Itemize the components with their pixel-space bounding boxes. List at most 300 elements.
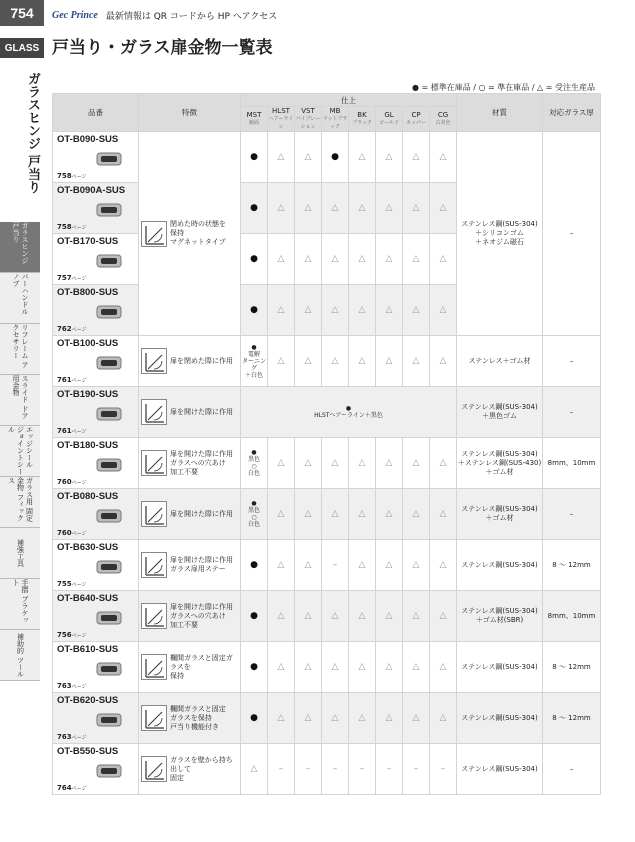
availability-mark: – (440, 764, 446, 774)
product-code: OT-B100-SUS (57, 338, 119, 349)
finish-cell (403, 489, 430, 540)
finish-cell (349, 438, 376, 489)
material-cell: ステンレス＋ゴム材 (457, 336, 543, 387)
side-tab[interactable] (0, 579, 40, 630)
product-code: OT-B620-SUS (57, 695, 119, 706)
header-material: 材質 (457, 94, 543, 132)
side-tab-label: リフレーム アクセサリー (12, 324, 29, 369)
table-row (53, 591, 601, 642)
material-cell: ステンレス鋼(SUS-304) (457, 642, 543, 693)
availability-mark: △ (358, 662, 366, 672)
availability-mark: △ (385, 662, 393, 672)
availability-mark: △ (358, 713, 366, 723)
finish-cell (349, 693, 376, 744)
availability-mark: △ (331, 662, 339, 672)
header-note: 最新情報は QR コードから HP へアクセス (105, 12, 278, 22)
finish-cell (241, 234, 268, 285)
availability-mark: △ (277, 305, 285, 315)
finish-cell (376, 591, 403, 642)
availability-mark: △ (331, 458, 339, 468)
feature-text: 扉を閉めた際に作用 (170, 356, 233, 365)
availability-mark: △ (412, 509, 420, 519)
availability-mark: △ (277, 356, 285, 366)
stock-dot: ● (331, 152, 339, 162)
feature-cell (139, 540, 241, 591)
product-cell (53, 387, 139, 438)
table-row (53, 744, 601, 795)
finish-cell (376, 540, 403, 591)
finish-header: HLST ヘアーライン (268, 107, 294, 130)
product-cell (53, 234, 139, 285)
door-diagram-icon (141, 705, 167, 731)
side-tab[interactable] (0, 324, 40, 375)
side-tabs (0, 222, 40, 681)
availability-mark: △ (412, 458, 420, 468)
table-row (53, 642, 601, 693)
page-ref: 760ページ (57, 529, 87, 537)
availability-mark: △ (331, 305, 339, 315)
side-tab[interactable] (0, 477, 40, 528)
finish-cell (322, 642, 349, 693)
availability-mark: – (278, 764, 284, 774)
finish-cell (241, 591, 268, 642)
finish-cell (376, 285, 403, 336)
availability-mark: △ (439, 356, 447, 366)
product-image (95, 453, 123, 477)
product-code: OT-B080-SUS (57, 491, 119, 502)
finish-cell (295, 540, 322, 591)
finish-cell (295, 642, 322, 693)
availability-mark: △ (358, 305, 366, 315)
product-image (95, 147, 123, 171)
finish-cell (295, 438, 322, 489)
finish-cell (403, 285, 430, 336)
finish-cell (322, 183, 349, 234)
product-code: OT-B610-SUS (57, 644, 119, 655)
side-tab[interactable] (0, 528, 40, 579)
finish-cell (376, 183, 403, 234)
finish-cell (349, 744, 376, 795)
finish-cell (268, 336, 295, 387)
side-tab-label: 補強工具 (16, 539, 25, 567)
product-cell (53, 285, 139, 336)
availability-mark: △ (412, 305, 420, 315)
availability-mark: △ (439, 458, 447, 468)
finish-cell (295, 489, 322, 540)
availability-mark: △ (439, 152, 447, 162)
side-tab[interactable] (0, 222, 40, 273)
stock-dot: ● (250, 560, 258, 570)
feature-text: 閉めた時の状態を 保持 マグネットタイプ (170, 220, 226, 246)
finish-cell (403, 591, 430, 642)
availability-mark: △ (385, 458, 393, 468)
stock-dot: ● (250, 713, 258, 723)
stock-dot: ● (250, 152, 258, 162)
material-cell: ステンレス鋼(SUS-304) (457, 540, 543, 591)
finish-cell (295, 183, 322, 234)
availability-mark: △ (358, 152, 366, 162)
side-tab[interactable] (0, 630, 40, 681)
product-image (95, 708, 123, 732)
availability-mark: △ (277, 611, 285, 621)
table-row (53, 132, 601, 183)
finish-cell (268, 234, 295, 285)
finish-cell (322, 540, 349, 591)
finish-cell (268, 489, 295, 540)
finish-cell (241, 642, 268, 693)
finish-cell (241, 744, 268, 795)
finish-cell (403, 183, 430, 234)
finish-cell (430, 183, 457, 234)
product-cell (53, 693, 139, 744)
page-ref: 762ページ (57, 325, 87, 333)
availability-mark: △ (304, 662, 312, 672)
product-image (95, 300, 123, 324)
availability-mark: △ (331, 203, 339, 213)
availability-mark: △ (304, 458, 312, 468)
finish-cell (322, 234, 349, 285)
finish-cell (349, 234, 376, 285)
finish-cell (241, 285, 268, 336)
finish-header: MB マットブラック (322, 107, 348, 130)
thickness-cell: 8 ～ 12mm (543, 693, 601, 744)
availability-mark: △ (277, 509, 285, 519)
availability-mark: △ (412, 611, 420, 621)
door-diagram-icon (141, 399, 167, 425)
door-diagram-icon (141, 348, 167, 374)
product-image (95, 759, 123, 783)
finish-cell (430, 132, 457, 183)
product-cell (53, 336, 139, 387)
stock-dot: ● (250, 662, 258, 672)
finish-cell (349, 285, 376, 336)
material-cell: ステンレス鋼(SUS-304) ＋黒色ゴム (457, 387, 543, 438)
product-code: OT-B800-SUS (57, 287, 119, 298)
availability-mark: △ (304, 611, 312, 621)
finish-cell (403, 693, 430, 744)
stock-dot: ● (250, 203, 258, 213)
finish-cell (403, 642, 430, 693)
material-cell: ステンレス鋼(SUS-304) ＋シリコンゴム ＋ネオジム磁石 (457, 132, 543, 336)
availability-mark: – (413, 764, 419, 774)
availability-mark: △ (385, 356, 393, 366)
availability-mark: △ (304, 203, 312, 213)
availability-mark: △ (277, 203, 285, 213)
availability-mark: △ (304, 713, 312, 723)
availability-mark: △ (331, 509, 339, 519)
product-code: OT-B180-SUS (57, 440, 119, 451)
table-row (53, 489, 601, 540)
feature-text: 欄間ガラスと固定ガラスを 保持 (170, 653, 233, 680)
material-cell: ステンレス鋼(SUS-304) (457, 693, 543, 744)
product-code: OT-B190-SUS (57, 389, 119, 400)
availability-mark: △ (439, 203, 447, 213)
finish-cell (376, 336, 403, 387)
product-image (95, 555, 123, 579)
product-code: OT-B090-SUS (57, 134, 119, 145)
glass-label: GLASS (0, 38, 44, 58)
side-tab[interactable] (0, 426, 40, 477)
availability-mark: △ (277, 254, 285, 264)
availability-mark: – (386, 764, 392, 774)
finish-cell (430, 642, 457, 693)
side-tab[interactable] (0, 273, 40, 324)
product-code: OT-B090A-SUS (57, 185, 126, 196)
availability-mark: △ (304, 356, 312, 366)
product-cell (53, 132, 139, 183)
finish-cell (268, 183, 295, 234)
finish-cell (268, 744, 295, 795)
feature-text: ガラスを壁から持ち出して 固定 (170, 755, 233, 782)
availability-mark: △ (304, 509, 312, 519)
door-diagram-icon (141, 756, 167, 782)
header-thickness: 対応ガラス厚 (543, 94, 601, 132)
finish-cell (322, 744, 349, 795)
thickness-cell: – (543, 336, 601, 387)
finish-cell (322, 591, 349, 642)
finish-cell (241, 540, 268, 591)
feature-cell (139, 744, 241, 795)
material-cell: ステンレス鋼(SUS-304) ＋ステンレス鋼(SUS-430) ＋ゴム材 (457, 438, 543, 489)
finish-cell (322, 285, 349, 336)
finish-cell (295, 693, 322, 744)
availability-mark: △ (439, 509, 447, 519)
page-number: 754 (0, 0, 44, 26)
thickness-cell: 8 ～ 12mm (543, 540, 601, 591)
availability-mark: △ (358, 611, 366, 621)
finish-cell (322, 336, 349, 387)
product-table (52, 93, 601, 795)
mst-note-cell: ● 黒色 ○ 白色 (241, 438, 268, 489)
availability-mark: △ (304, 560, 312, 570)
feature-cell (139, 489, 241, 540)
brand-logo: Gec Prince (52, 10, 98, 21)
product-image (95, 657, 123, 681)
product-code: OT-B640-SUS (57, 593, 119, 604)
availability-mark: – (332, 560, 338, 570)
mst-note-cell: ● 黒色 ○ 白色 (241, 489, 268, 540)
finish-cell (349, 642, 376, 693)
page-title: 戸当り・ガラス扉金物一覧表 (52, 38, 273, 58)
side-tab-label: パーハンドル ノブ (12, 273, 29, 315)
finish-cell (349, 183, 376, 234)
finish-cell (376, 438, 403, 489)
feature-cell (139, 387, 241, 438)
availability-mark: △ (412, 356, 420, 366)
door-diagram-icon (141, 450, 167, 476)
thickness-cell: – (543, 744, 601, 795)
finish-cell (376, 642, 403, 693)
table-row (53, 336, 601, 387)
side-tab-label: 手摺 ブラケット (12, 579, 29, 624)
finish-cell (430, 234, 457, 285)
page-ref: 764ページ (57, 784, 87, 792)
availability-mark: △ (304, 254, 312, 264)
header-code: 品番 (53, 94, 139, 132)
finish-cell (376, 693, 403, 744)
product-cell (53, 744, 139, 795)
finish-cell (322, 438, 349, 489)
finish-cell (430, 540, 457, 591)
product-code: OT-B170-SUS (57, 236, 119, 247)
product-cell (53, 183, 139, 234)
feature-text: 扉を開けた際に作用 (170, 509, 233, 518)
finish-cell (349, 540, 376, 591)
finish-cell (268, 693, 295, 744)
availability-mark: △ (412, 713, 420, 723)
side-tab-label: スライド ドア用金物 (12, 375, 29, 420)
availability-mark: △ (385, 713, 393, 723)
side-tab-label: ガラス用 固定金物 フィックス (7, 477, 34, 522)
finish-span-cell: ● HLSTヘアーライン＋黒色 (241, 387, 457, 438)
finish-cell (403, 438, 430, 489)
page-ref: 757ページ (57, 274, 87, 282)
feature-text: 扉を開けた際に作用 ガラスへの穴あけ 加工不要 (170, 602, 233, 629)
table-row (53, 438, 601, 489)
door-diagram-icon (141, 501, 167, 527)
stock-dot: ● (250, 611, 258, 621)
availability-mark: △ (331, 713, 339, 723)
availability-mark: △ (277, 560, 285, 570)
finish-cell (241, 132, 268, 183)
finish-cell (430, 744, 457, 795)
stock-dot: ● (250, 254, 258, 264)
product-cell (53, 489, 139, 540)
finish-cell (430, 336, 457, 387)
availability-mark: △ (412, 203, 420, 213)
availability-mark: △ (439, 713, 447, 723)
page-ref: 761ページ (57, 376, 87, 384)
header-finish: 仕上 (241, 94, 457, 107)
finish-cell (430, 489, 457, 540)
availability-mark: △ (304, 152, 312, 162)
availability-mark: – (332, 764, 338, 774)
availability-mark: △ (439, 560, 447, 570)
product-cell (53, 540, 139, 591)
availability-mark: △ (385, 509, 393, 519)
finish-header: MST 鏡面 (241, 107, 268, 132)
availability-mark: △ (385, 203, 393, 213)
legend: ● = 標準在庫品 / ○ = 準在庫品 / △ = 受注生産品 (411, 83, 595, 92)
finish-cell (403, 744, 430, 795)
availability-mark: – (359, 764, 365, 774)
finish-cell (241, 183, 268, 234)
finish-cell (403, 540, 430, 591)
availability-mark: △ (358, 203, 366, 213)
product-code: OT-B550-SUS (57, 746, 119, 757)
availability-mark: △ (358, 458, 366, 468)
side-tab[interactable] (0, 375, 40, 426)
thickness-cell: – (543, 489, 601, 540)
finish-cell (295, 591, 322, 642)
finish-cell (349, 132, 376, 183)
finish-header: CP カッパー (403, 107, 430, 132)
material-cell: ステンレス鋼(SUS-304) ＋ゴム材 (457, 489, 543, 540)
product-cell (53, 438, 139, 489)
availability-mark: △ (412, 254, 420, 264)
availability-mark: △ (439, 611, 447, 621)
product-image (95, 249, 123, 273)
finish-cell (349, 336, 376, 387)
product-code: OT-B630-SUS (57, 542, 119, 553)
availability-mark: △ (439, 305, 447, 315)
finish-cell (241, 693, 268, 744)
finish-cell (403, 336, 430, 387)
finish-cell (268, 591, 295, 642)
finish-cell (349, 489, 376, 540)
product-image (95, 402, 123, 426)
finish-cell (295, 234, 322, 285)
thickness-cell: 8mm、10mm (543, 438, 601, 489)
availability-mark: △ (385, 611, 393, 621)
finish-cell (295, 285, 322, 336)
material-cell: ステンレス鋼(SUS-304) ＋ゴム材(SBR) (457, 591, 543, 642)
finish-cell (376, 234, 403, 285)
finish-cell (403, 234, 430, 285)
feature-text: 扉を開けた際に作用 ガラス扉用ステー (170, 556, 233, 573)
product-image (95, 351, 123, 375)
availability-mark: △ (385, 152, 393, 162)
thickness-cell: 8 ～ 12mm (543, 642, 601, 693)
finish-cell (295, 132, 322, 183)
product-cell (53, 591, 139, 642)
side-tab-label: エッジシール ジョイントシール (7, 426, 34, 475)
availability-mark: △ (412, 662, 420, 672)
table-row (53, 540, 601, 591)
thickness-cell: – (543, 387, 601, 438)
thickness-cell: 8mm、10mm (543, 591, 601, 642)
stock-dot: ● (250, 305, 258, 315)
finish-cell (322, 132, 349, 183)
feature-cell (139, 336, 241, 387)
finish-cell (430, 591, 457, 642)
availability-mark: △ (358, 509, 366, 519)
page-ref: 763ページ (57, 682, 87, 690)
table-row (53, 693, 601, 744)
side-tab-label: 補助的 ツール (16, 632, 25, 678)
finish-cell (376, 489, 403, 540)
finish-cell (268, 642, 295, 693)
feature-text: 欄間ガラスと固定 ガラスを保持 戸当り機能付き (170, 704, 226, 731)
availability-mark: △ (331, 611, 339, 621)
finish-cell (268, 285, 295, 336)
finish-cell (403, 132, 430, 183)
finish-cell (430, 285, 457, 336)
page-ref: 758ページ (57, 223, 87, 231)
page-ref: 758ページ (57, 172, 87, 180)
product-image (95, 606, 123, 630)
availability-mark: △ (250, 764, 258, 774)
availability-mark: △ (304, 305, 312, 315)
availability-mark: △ (412, 152, 420, 162)
side-tab-label: ガラスヒンジ 戸当り (12, 222, 29, 264)
door-diagram-icon (141, 654, 167, 680)
material-cell: ステンレス鋼(SUS-304) (457, 744, 543, 795)
finish-cell (268, 132, 295, 183)
mst-note-cell: ● 電解 ターニング ＋白色 (241, 336, 268, 387)
availability-mark: △ (385, 305, 393, 315)
thickness-cell: – (543, 132, 601, 336)
finish-cell (349, 591, 376, 642)
finish-header: GL ゴールド (376, 107, 403, 132)
door-diagram-icon (141, 221, 167, 247)
feature-cell (139, 642, 241, 693)
availability-mark: △ (358, 254, 366, 264)
door-diagram-icon (141, 552, 167, 578)
availability-mark: △ (385, 254, 393, 264)
finish-cell (268, 540, 295, 591)
feature-text: 扉を開けた際に作用 ガラスへの穴あけ 加工不要 (170, 449, 233, 476)
